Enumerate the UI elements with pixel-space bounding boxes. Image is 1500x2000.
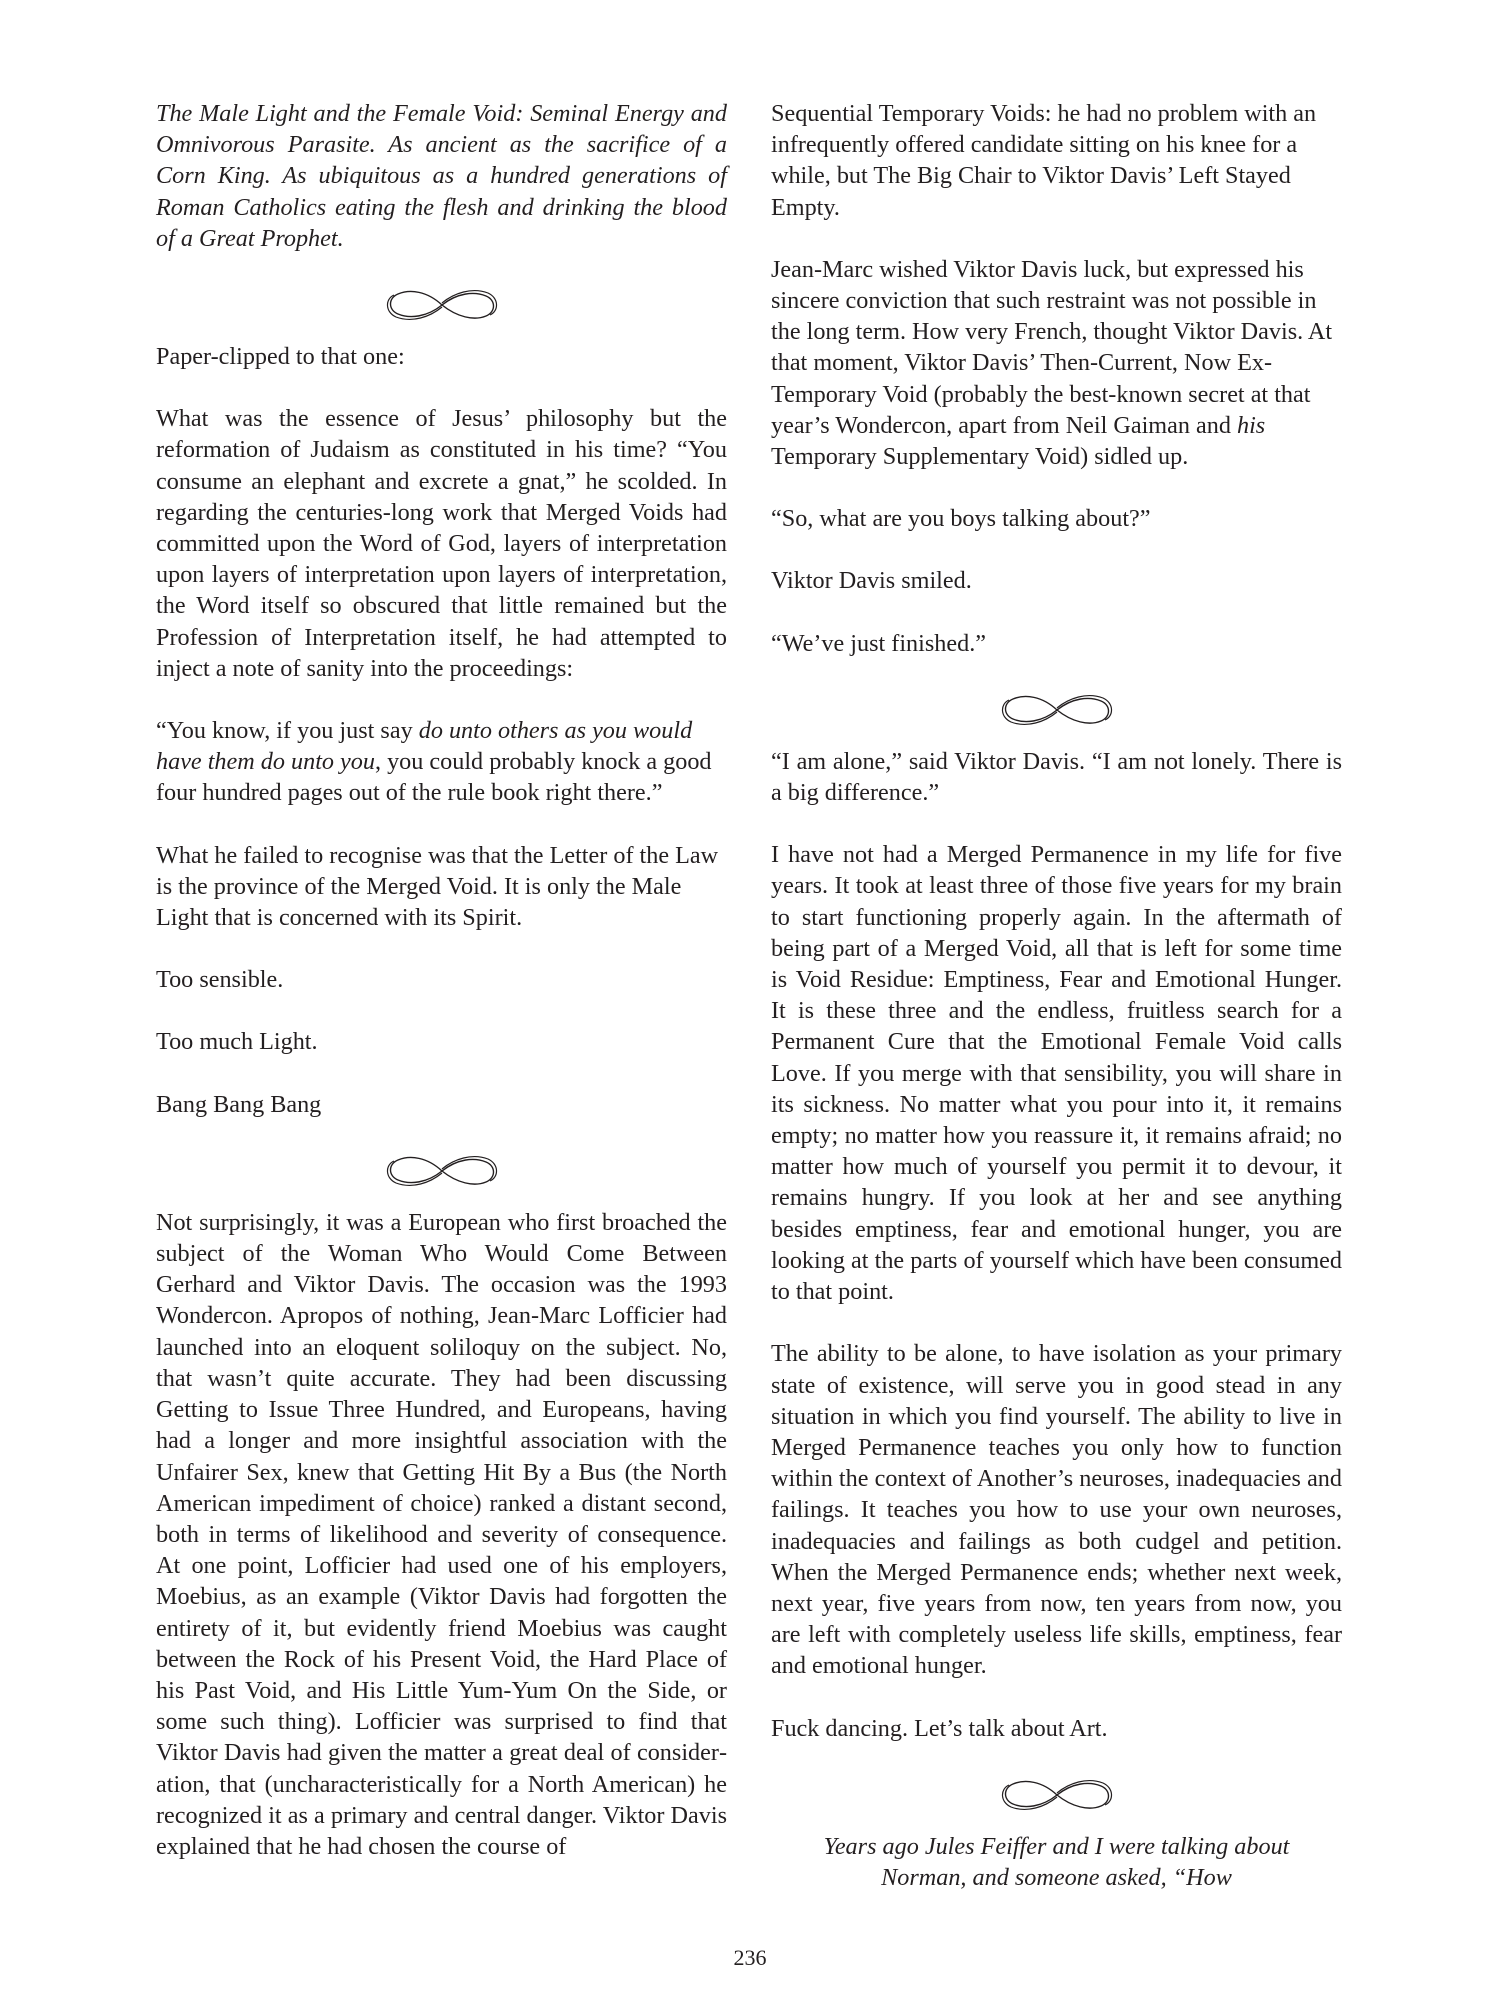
paragraph: Not surprisingly, it was a European who first broached the subject of the Woman Who Would Come Between Gerhard and Viktor Davis. The occasion was the 1993 Wondercon. Apropos of nothing, Jean-Marc Lofficier had launched into an eloquent soliloquy on the subject. No, that wasn’t quite accurate. They had been discussing Getting to Issue Three Hundred, and Europeans, having had a longer and more insightful association with the Unfairer Sex, knew that Getting Hit By a Bus (the North American impediment of choice) ranked a distant second, both in terms of likelihood and severity of consequence. At one point, Lofficier had used one of his employers, Moebius, as an example (Viktor Davis had forgotten the entirety of it, but evidently friend Moebius was caught between the Rock of his Present Void, the Hard Place of his Past Void, and His Little Yum-Yum On the Side, or some such thing). Lofficier was surprised to find that Viktor Davis had given the matter a great deal of consideration, that (uncharacteristically for a North American) he recognized it as a primary and central danger. Viktor Davis explained that he had chosen the course of xyxy=(156,1208,727,1860)
section-break xyxy=(156,1151,727,1207)
paragraph: What he failed to recognise was that the Letter of the Law is the province of the Merged Void. It is only the Male Light that is concerned with its Spirit. xyxy=(156,841,719,932)
infinity-flourish-icon xyxy=(997,690,1117,730)
text-run: Jean-Marc wished Viktor Davis luck, but expressed his sincere conviction that such restraint was not possible in the long term. How very French, thought Viktor Davis. At that moment, Viktor Davis’ Then-Current, Now Ex-Temporary Void (probably the best-known secret at that year’s Wondercon, apart from Neil Gaiman and xyxy=(771,255,1333,439)
closing-quote: Years ago Jules Feiffer and I were talking about Norman, and someone asked, “How xyxy=(823,1832,1290,1891)
section-break xyxy=(771,1775,1342,1831)
infinity-flourish-icon xyxy=(997,1775,1117,1815)
paragraph: Paper-clipped to that one: xyxy=(156,343,405,371)
section-break xyxy=(156,285,727,341)
text-run: Temporary Supplementary Void) sidled up. xyxy=(771,443,1189,471)
italic-word: his xyxy=(1236,411,1266,439)
italic-quote: do unto others as you would have them do unto you xyxy=(156,717,693,776)
page-number: 236 xyxy=(733,1945,767,1970)
paragraph xyxy=(771,254,1342,472)
paragraph: “I am alone,” said Viktor Davis. “I am not lonely. There is a big difference.” xyxy=(771,747,1342,807)
infinity-flourish-icon xyxy=(382,285,502,325)
paragraph xyxy=(156,715,727,809)
paragraph: “We’ve just finished.” xyxy=(771,629,986,657)
section-break xyxy=(771,690,1342,746)
paragraph: Bang Bang Bang xyxy=(156,1090,322,1118)
right-column xyxy=(771,98,1342,1893)
text-run: “You know, if you just say xyxy=(156,717,419,745)
infinity-flourish-icon xyxy=(382,1151,502,1191)
text-run: , you could probably knock a good four hundred pages out of the rule book right there.” xyxy=(156,748,712,807)
paragraph: Too much Light. xyxy=(156,1028,318,1056)
epigraph: The Male Light and the Female Void: Seminal Energy and Omnivorous Parasite. As ancient as the sacrifice of a Corn King. As ubiquitous as a hundred generations of Roman Catholics eating the flesh and drinking the blood of a Great Prophet. xyxy=(156,100,727,252)
paragraph: Fuck dancing. Let’s talk about Art. xyxy=(771,1714,1108,1742)
paragraph: “So, what are you boys talking about?” xyxy=(771,505,1151,533)
paragraph: Viktor Davis smiled. xyxy=(771,567,972,595)
paragraph: I have not had a Merged Permanence in my life for five years. It took at least three of those five years for my brain to start functioning properly again. In the aftermath of being part of a Merged Void, all that is left for some time is Void Residue: Emptiness, Fear and Emotional Hunger. It is these three and the endless, fruitless search for a Permanent Cure that the Emotional Female Void calls Love. If you merge with that sensibility, you will share in its sickness. No matter what you pour into it, it remains empty; no matter how you reassure it, it remains afraid; no matter how much of yourself you permit it to devour, it remains hungry. If you look at her and see anything besides emptiness, fear and emotional hunger, you are looking at the parts of yourself which have been consumed to that point. xyxy=(771,841,1342,1306)
left-column xyxy=(156,98,727,1893)
paragraph: What was the essence of Jesus’ philosophy but the reformation of Judaism as constituted in his time? “You consume an elephant and excrete a gnat,” he scolded. In regarding the centuries-long work that Merged Voids had committed upon the Word of God, layers of interpretation upon layers of interpretation upon layers of interpretation, the Word itself so obscured that little remained but the Profession of Interpretation itself, he had attempted to inject a note of sanity into the proceedings: xyxy=(156,405,727,682)
paragraph: Too sensible. xyxy=(156,966,284,994)
paragraph: The ability to be alone, to have isolation as your primary state of existence, will serve you in good stead in any situation in which you find yourself. The ability to live in Merged Permanence teaches you only how to function within the context of Another’s neuroses, inadequacies and failings. It teaches you how to use your own neuroses, inadequacies and failings as both cudgel and petition. When the Merged Permanence ends; whether next week, next year, five years from now, ten years from now, you are left with completely useless life skills, emptiness, fear and emotional hunger. xyxy=(771,1340,1342,1680)
paragraph: Sequential Temporary Voids: he had no problem with an infrequently offered candidate sitting on his knee for a while, but The Big Chair to Viktor Davis’ Left Stayed Empty. xyxy=(771,100,1317,221)
